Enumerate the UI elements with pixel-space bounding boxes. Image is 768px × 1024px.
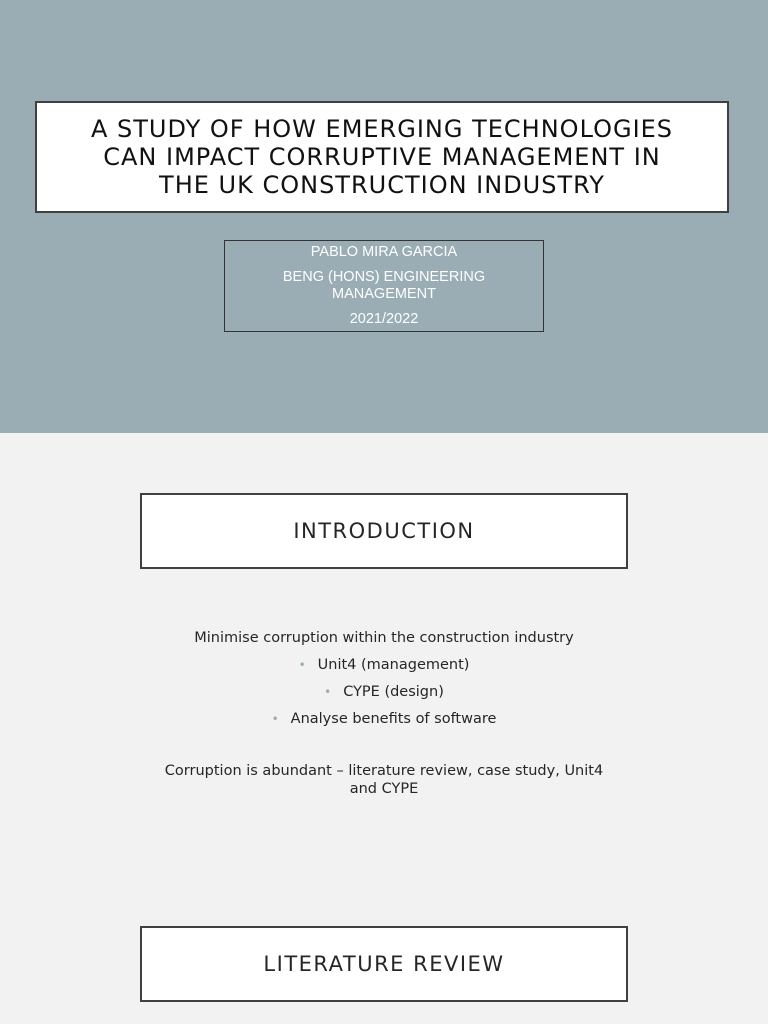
academic-year: 2021/2022: [349, 311, 419, 327]
title-line-2: CAN IMPACT CORRUPTIVE MANAGEMENT IN: [103, 143, 661, 171]
title-box: [35, 101, 729, 213]
bullet-icon: •: [298, 658, 306, 672]
intro-lead: [140, 629, 628, 647]
author-name: PABLO MIRA GARCIA: [310, 244, 458, 260]
bullet-text: Analyse benefits of software: [290, 711, 497, 727]
intro-closing-line-1: Corruption is abundant – literature review, case study, Unit4: [164, 763, 604, 779]
bullet-item-1: [140, 656, 628, 674]
intro-closing: [140, 762, 628, 798]
bullet-text: CYPE (design): [343, 684, 444, 700]
title-line-3: THE UK CONSTRUCTION INDUSTRY: [159, 171, 605, 199]
introduction-heading: INTRODUCTION: [293, 519, 475, 543]
introduction-heading-box: [140, 493, 628, 569]
literature-review-heading: LITERATURE REVIEW: [263, 952, 505, 976]
title-line-1: A STUDY OF HOW EMERGING TECHNOLOGIES: [90, 115, 674, 143]
degree-line-1: BENG (HONS) ENGINEERING: [282, 269, 486, 285]
degree-line-2: MANAGEMENT: [332, 286, 436, 302]
bullet-icon: •: [324, 685, 332, 699]
presentation-title: [91, 115, 673, 199]
bullet-text: Unit4 (management): [317, 657, 470, 673]
bullet-icon: •: [271, 712, 279, 726]
title-slide: [0, 0, 768, 433]
bullet-item-3: [140, 710, 628, 728]
subtitle-box: [224, 240, 544, 332]
intro-lead-text: Minimise corruption within the construction industry: [194, 630, 574, 646]
literature-review-heading-box: [140, 926, 628, 1002]
intro-closing-line-2: and CYPE: [349, 781, 419, 797]
bullet-item-2: [140, 683, 628, 701]
